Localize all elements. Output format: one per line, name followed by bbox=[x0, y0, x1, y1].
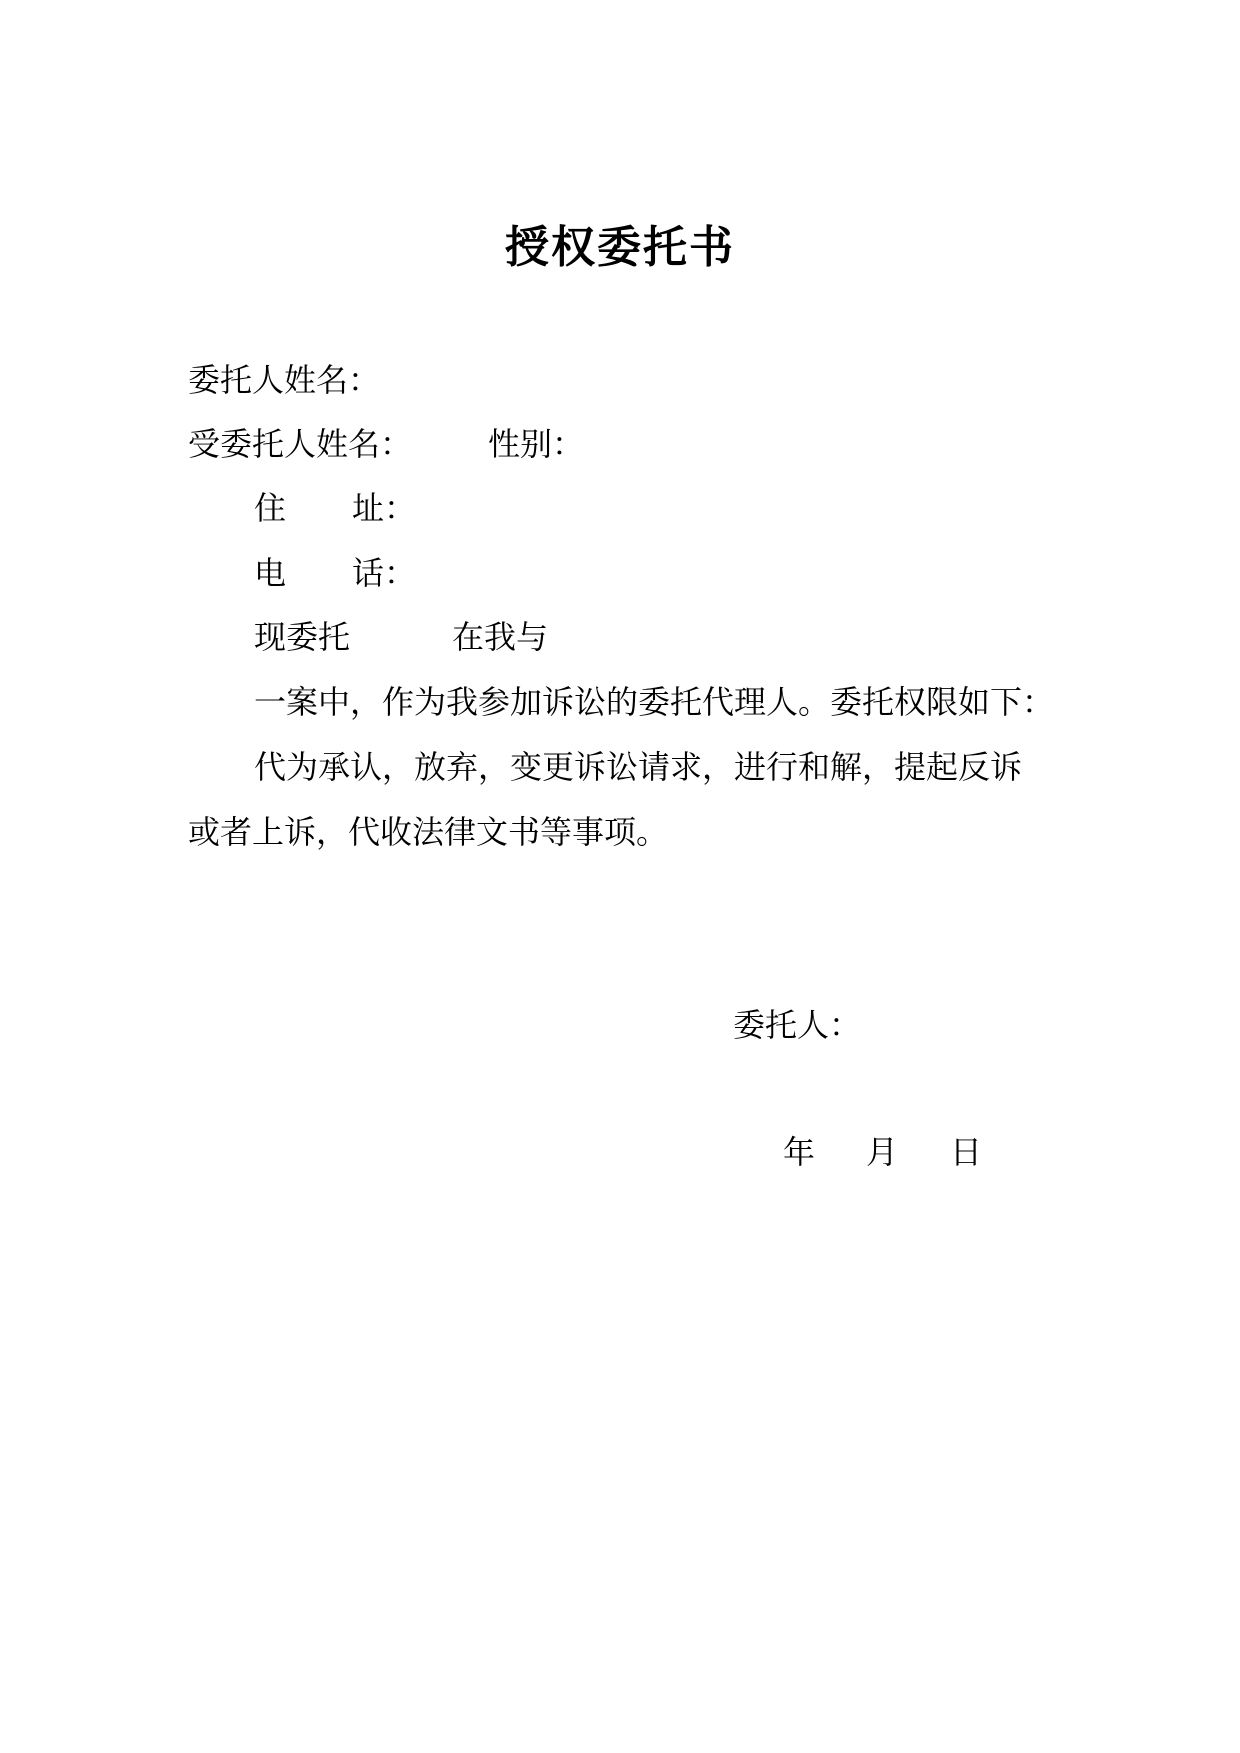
principal-name-label: 委托人姓名： bbox=[188, 361, 381, 399]
entrust-prefix: 现委托 bbox=[254, 618, 351, 656]
document-title: 授权委托书 bbox=[505, 222, 735, 273]
phone-label-char-1: 电 bbox=[254, 554, 287, 592]
address-label-char-1: 住 bbox=[254, 489, 287, 527]
entrust-mid: 在我与 bbox=[452, 618, 549, 656]
gender-label: 性别： bbox=[488, 425, 585, 463]
phone-label-char-2: 话： bbox=[352, 554, 417, 592]
powers-line-2: 或者上诉，代收法律文书等事项。 bbox=[188, 813, 669, 851]
date-month: 月 bbox=[866, 1133, 899, 1171]
signature-label: 委托人： bbox=[733, 1006, 862, 1044]
agent-name-label: 受委托人姓名： bbox=[188, 425, 413, 463]
powers-line-1: 代为承认，放弃，变更诉讼请求，进行和解，提起反诉 bbox=[254, 748, 1023, 786]
date-year: 年 bbox=[783, 1133, 816, 1171]
address-label-char-2: 址： bbox=[352, 489, 417, 527]
case-line: 一案中，作为我参加诉讼的委托代理人。委托权限如下： bbox=[254, 683, 1055, 721]
date-day: 日 bbox=[950, 1133, 983, 1171]
